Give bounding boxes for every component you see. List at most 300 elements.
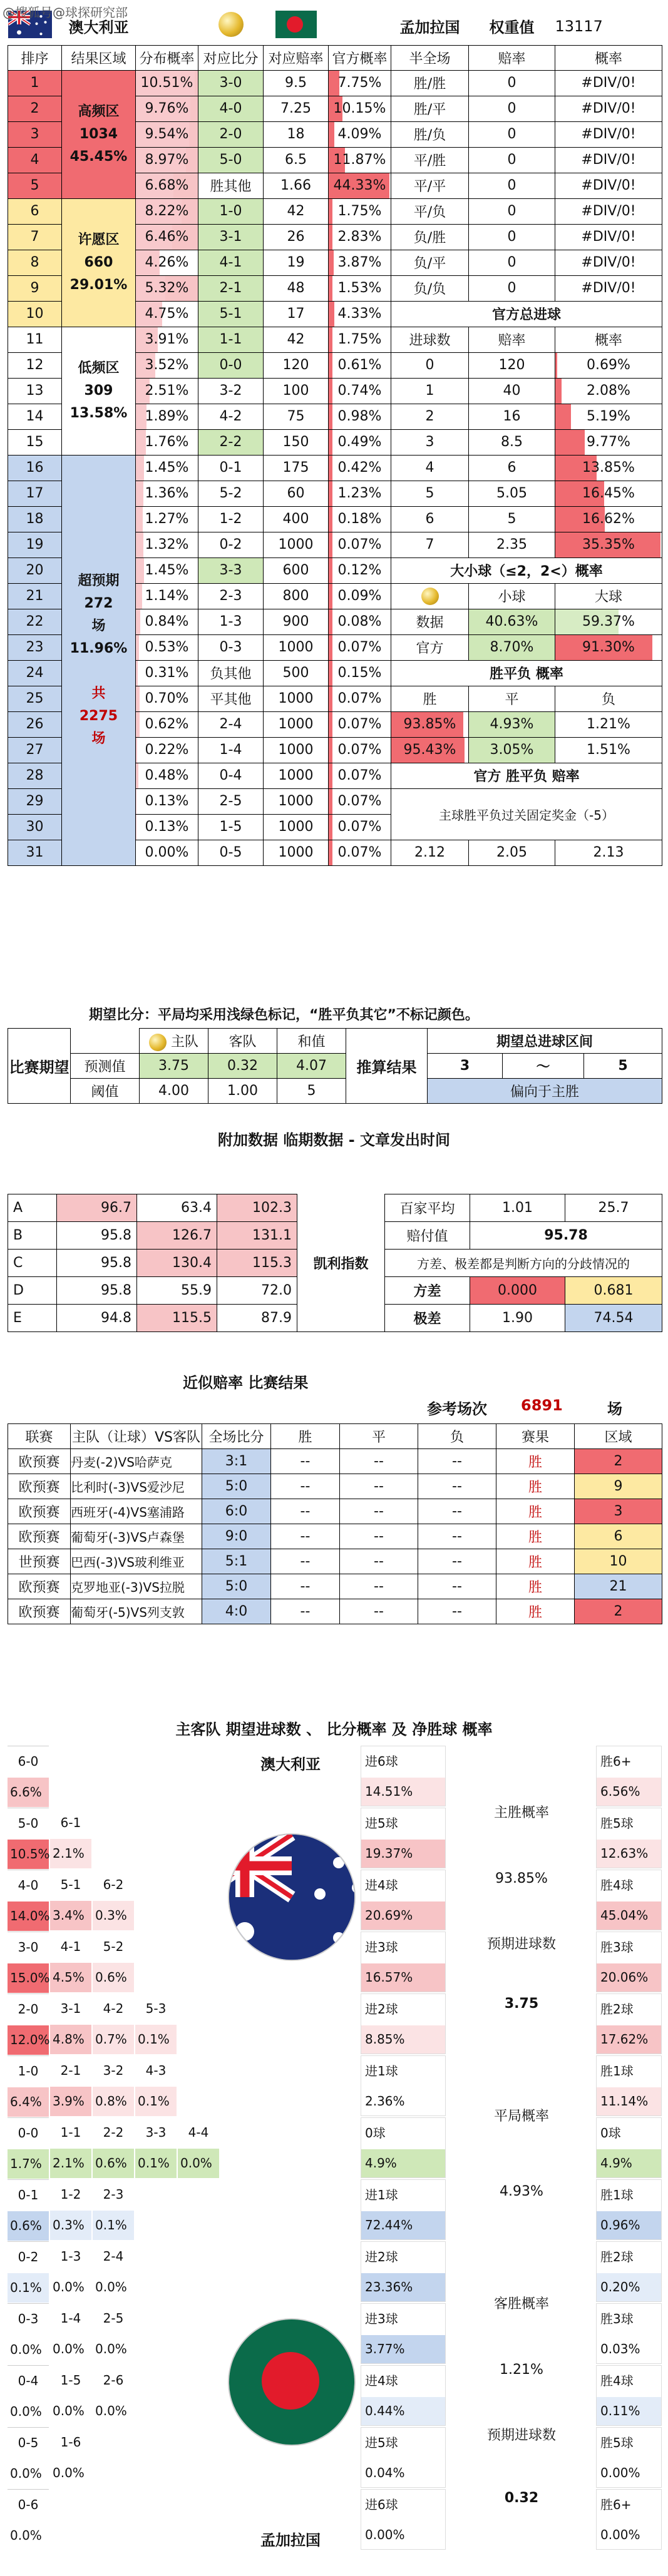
similar-row xyxy=(8,1449,662,1474)
hda-away: 1.21% xyxy=(555,711,662,737)
fulltime-score: 4:0 xyxy=(202,1599,271,1624)
odds-cell: 6.5 xyxy=(264,147,329,173)
similar-col-header: 平 xyxy=(340,1424,418,1449)
score-cell: 4-1 xyxy=(198,250,264,275)
score-prob: 0.8% xyxy=(93,2087,134,2117)
extra-key: C xyxy=(8,1250,57,1277)
score-cell xyxy=(8,2365,49,2426)
right-cell-c: #DIV/0! xyxy=(555,198,662,224)
official-prob-cell xyxy=(329,711,391,737)
prob-cell xyxy=(136,352,198,378)
win-odds: -- xyxy=(271,1549,340,1574)
goal-count-label: 0球 xyxy=(600,2125,621,2141)
draw-odds: -- xyxy=(340,1549,418,1574)
interval-low: 3 xyxy=(428,1054,503,1079)
official-prob-cell xyxy=(329,609,391,634)
score-label: 0-0 xyxy=(8,2117,49,2149)
small-prob: 40.63% xyxy=(469,609,555,634)
draw-odds: -- xyxy=(340,1474,418,1499)
score-label: 1-4 xyxy=(60,2311,81,2326)
score-label: 4-4 xyxy=(188,2125,209,2140)
center-info-text: 预期进球数 xyxy=(486,1937,556,1952)
score-label: 2-5 xyxy=(103,2311,124,2326)
zone-line: 29.01% xyxy=(69,277,128,293)
loss-odds: -- xyxy=(418,1549,496,1574)
interval-label: 期望总进球区间 xyxy=(428,1029,662,1054)
column-header: 排序 xyxy=(8,45,62,70)
prob-cell xyxy=(136,378,198,404)
right-cell-c: #DIV/0! xyxy=(555,70,662,96)
rank-cell: 4 xyxy=(8,147,62,173)
official-prob-cell xyxy=(329,224,391,250)
similar-col-header: 全场比分 xyxy=(202,1424,271,1449)
score-label: 4-0 xyxy=(8,1870,49,1901)
variance-note: 方差、极差都是判断方向的分歧情况的 xyxy=(385,1250,662,1277)
zone-cell: 9 xyxy=(575,1474,662,1499)
rank-cell: 3 xyxy=(8,121,62,147)
main-table-wrap xyxy=(8,8,662,866)
goals-prob-value: 0.69% xyxy=(587,357,630,373)
zone-line: 2275 xyxy=(79,708,118,724)
center-info-text: 0.32 xyxy=(504,2490,539,2506)
prob-value: 1.32% xyxy=(145,536,189,552)
goals-prob xyxy=(555,378,662,404)
win-odds: -- xyxy=(271,1474,340,1499)
table-row xyxy=(8,70,662,96)
zone-cell xyxy=(62,327,136,455)
similar-row xyxy=(8,1524,662,1549)
goal-count-label: 进3球 xyxy=(365,1940,398,1955)
zone-line: 1034 xyxy=(79,126,118,142)
match-cell: 葡萄牙(-5)VS列支敦 xyxy=(71,1599,202,1624)
right-cell-b: 16 xyxy=(469,404,555,429)
score-prob: 0.0% xyxy=(8,2335,49,2365)
teams-column xyxy=(220,1746,361,2559)
goal-count-prob: 4.9% xyxy=(597,2149,661,2178)
right-cell-c: 2.13 xyxy=(555,840,662,865)
goal-count-cell xyxy=(361,1932,446,1992)
prob-value: 1.14% xyxy=(145,588,189,604)
prob-value: 0.13% xyxy=(145,793,189,809)
away-flag-small-icon xyxy=(275,11,317,38)
odds-cell: 600 xyxy=(264,557,329,583)
win-probability-column xyxy=(450,1746,593,2559)
similar-col-header: 负 xyxy=(418,1424,496,1449)
score-prob: 0.0% xyxy=(8,2521,49,2551)
small-prob: 8.70% xyxy=(469,634,555,660)
goal-count-label: 胜2球 xyxy=(600,2002,634,2017)
right-cell-a: 6 xyxy=(391,506,469,532)
score-cell: 1-1 xyxy=(198,327,264,352)
goal-count-label: 胜6+ xyxy=(600,2497,632,2512)
prob-value: 0.00% xyxy=(145,844,189,860)
official-prob-value: 1.75% xyxy=(337,331,382,347)
prob-value: 0.13% xyxy=(145,818,189,835)
rank-cell: 9 xyxy=(8,275,62,301)
prob-value: 8.97% xyxy=(145,151,189,168)
prob-value: 6.68% xyxy=(145,177,189,193)
score-cell xyxy=(93,2241,134,2302)
odds-cell: 500 xyxy=(264,660,329,686)
score-label: 0-2 xyxy=(8,2241,49,2273)
score-prob: 0.3% xyxy=(50,2211,91,2241)
odds-cell: 100 xyxy=(264,378,329,404)
odds-cell: 1000 xyxy=(264,814,329,840)
score-cell xyxy=(50,2365,91,2426)
official-prob-cell xyxy=(329,481,391,506)
score-prob: 0.0% xyxy=(50,2334,91,2365)
hda-draw: 4.93% xyxy=(469,711,555,737)
rank-cell: 6 xyxy=(8,198,62,224)
zone-cell: 3 xyxy=(575,1499,662,1524)
score-cell xyxy=(93,2117,134,2178)
extra-value: 87.9 xyxy=(217,1305,297,1332)
goal-count-prob: 0.00% xyxy=(361,2521,445,2550)
right-cell-a: 平/平 xyxy=(391,173,469,198)
zone-cell xyxy=(62,198,136,327)
score-cell: 2-4 xyxy=(198,711,264,737)
goal-count-prob: 6.56% xyxy=(597,1778,661,1806)
score-label: 2-6 xyxy=(103,2373,124,2388)
zone-line: 13.58% xyxy=(69,405,128,421)
score-prob: 0.0% xyxy=(8,2397,49,2427)
bias-text: 偏向于主胜 xyxy=(428,1079,662,1104)
score-cell xyxy=(50,2055,91,2116)
score-label: 3-0 xyxy=(8,1932,49,1963)
right-cell-c: #DIV/0! xyxy=(555,250,662,275)
goal-count-cell xyxy=(596,1808,662,1868)
match-cell: 葡萄牙(-3)VS卢森堡 xyxy=(71,1524,202,1549)
goal-count-prob: 23.36% xyxy=(361,2273,445,2302)
official-prob-cell xyxy=(329,737,391,763)
goal-count-cell xyxy=(596,1746,662,1806)
score-label: 2-0 xyxy=(8,1993,49,2025)
rank-cell: 8 xyxy=(8,250,62,275)
right-cell-c: #DIV/0! xyxy=(555,224,662,250)
official-prob-value: 0.07% xyxy=(337,793,382,809)
score-label: 1-5 xyxy=(60,2373,81,2388)
score-cell: 0-5 xyxy=(198,840,264,865)
rank-cell: 26 xyxy=(8,711,62,737)
column-header: 官方概率 xyxy=(329,45,391,70)
goal-count-cell xyxy=(361,1808,446,1868)
similar-row xyxy=(8,1499,662,1524)
prob-value: 1.36% xyxy=(145,485,189,501)
right-cell-b: 2.05 xyxy=(469,840,555,865)
score-prob: 2.1% xyxy=(50,1839,91,1869)
goal-count-prob: 0.11% xyxy=(597,2397,661,2426)
rank-cell: 13 xyxy=(8,378,62,404)
avg-value: 1.01 xyxy=(470,1194,565,1222)
score-cell: 5-1 xyxy=(198,301,264,327)
zone-line: 309 xyxy=(84,382,113,399)
thr-away: 1.00 xyxy=(208,1079,277,1104)
right-cell-b: 5 xyxy=(469,506,555,532)
loss-odds: -- xyxy=(418,1599,496,1624)
goal-count-label: 进4球 xyxy=(365,2373,398,2388)
prob-value: 1.45% xyxy=(145,459,189,476)
small-label: 小球 xyxy=(469,583,555,609)
odds-cell: 1000 xyxy=(264,840,329,865)
right-cell-c: 概率 xyxy=(555,327,662,352)
rank-cell: 7 xyxy=(8,224,62,250)
odds-cell: 18 xyxy=(264,121,329,147)
goal-count-prob: 20.69% xyxy=(361,1901,445,1930)
official-prob-cell xyxy=(329,660,391,686)
zone-cell: 2 xyxy=(575,1599,662,1624)
big-prob xyxy=(555,609,662,634)
right-cell-b: 0 xyxy=(469,173,555,198)
odds-cell: 26 xyxy=(264,224,329,250)
prob-value: 4.26% xyxy=(145,254,189,270)
bs-label: 数据 xyxy=(391,609,469,634)
score-cell xyxy=(50,2241,91,2302)
pred-home: 3.75 xyxy=(140,1054,208,1079)
score-prob: 0.3% xyxy=(93,1901,134,1931)
zone-line: 共 xyxy=(91,686,106,701)
right-cell-b: 0 xyxy=(469,224,555,250)
pred-away: 0.32 xyxy=(208,1054,277,1079)
goals-prob xyxy=(555,429,662,455)
prob-cell xyxy=(136,198,198,224)
zone-cell: 21 xyxy=(575,1574,662,1599)
var-value: 0.000 xyxy=(470,1277,565,1305)
rank-cell: 15 xyxy=(8,429,62,455)
hda-home-value: 95.43% xyxy=(403,741,456,758)
score-prob: 0.6% xyxy=(93,1963,134,1993)
score-cell: 2-0 xyxy=(198,121,264,147)
prob-cell xyxy=(136,250,198,275)
zone-line: 场 xyxy=(91,618,106,634)
prob-value: 9.54% xyxy=(145,126,189,142)
score-prob: 0.6% xyxy=(8,2211,49,2241)
pred-label: 预测值 xyxy=(71,1054,140,1079)
score-cell xyxy=(8,2179,49,2240)
prob-value: 0.62% xyxy=(145,716,189,732)
prob-cell xyxy=(136,840,198,865)
official-prob-value: 0.74% xyxy=(337,382,382,399)
extra-key: E xyxy=(8,1305,57,1332)
score-cell: 2-2 xyxy=(198,429,264,455)
right-cell-b: 120 xyxy=(469,352,555,378)
score-cell: 1-2 xyxy=(198,506,264,532)
official-prob-value: 0.07% xyxy=(337,716,382,732)
similar-table xyxy=(8,1423,662,1624)
result-cell: 胜 xyxy=(496,1499,575,1524)
league-cell: 欧预赛 xyxy=(8,1499,71,1524)
column-header: 结果区域 xyxy=(62,45,136,70)
win-odds: -- xyxy=(271,1574,340,1599)
avg-label: 百家平均 xyxy=(385,1194,470,1222)
score-prob: 4.8% xyxy=(50,2025,91,2055)
score-label: 1-0 xyxy=(8,2055,49,2087)
goal-count-label: 胜1球 xyxy=(600,2187,634,2202)
official-prob-value: 0.07% xyxy=(337,818,382,835)
right-cell-b: 0 xyxy=(469,70,555,96)
score-cell: 胜其他 xyxy=(198,173,264,198)
goals-prob-value: 16.45% xyxy=(582,485,635,501)
goal-count-cell xyxy=(596,2117,662,2178)
official-prob-value: 0.12% xyxy=(337,562,382,578)
rank-cell: 29 xyxy=(8,788,62,814)
score-label: 2-1 xyxy=(60,2063,81,2078)
odds-cell: 1000 xyxy=(264,686,329,711)
prob-value: 0.22% xyxy=(145,741,189,758)
score-prob: 0.1% xyxy=(135,2025,177,2055)
extra-row xyxy=(8,1194,662,1222)
zone-line: 超预期 xyxy=(78,573,120,589)
score-cell: 0-0 xyxy=(198,352,264,378)
hda-odds-title: 官方 胜平负 赔率 xyxy=(391,763,662,788)
extra-value: 95.8 xyxy=(57,1277,137,1305)
extra-value: 115.5 xyxy=(137,1305,217,1332)
score-cell xyxy=(50,2303,91,2364)
score-label: 6-0 xyxy=(8,1746,49,1778)
prob-cell xyxy=(136,737,198,763)
prob-value: 1.27% xyxy=(145,511,189,527)
score-prob: 6.4% xyxy=(8,2087,49,2117)
column-header: 半全场 xyxy=(391,45,469,70)
score-label: 4-2 xyxy=(103,2001,124,2016)
var-label: 方差 xyxy=(385,1277,470,1305)
loss-odds: -- xyxy=(418,1574,496,1599)
right-cell-a: 负/胜 xyxy=(391,224,469,250)
right-cell-a: 3 xyxy=(391,429,469,455)
official-prob-cell xyxy=(329,378,391,404)
rank-cell: 17 xyxy=(8,481,62,506)
goals-prob-value: 2.08% xyxy=(587,382,630,399)
extra-table xyxy=(8,1194,662,1332)
official-prob-value: 0.07% xyxy=(337,639,382,655)
score-cell xyxy=(93,2179,134,2240)
score-cell xyxy=(50,1932,91,1992)
score-label: 3-3 xyxy=(145,2125,167,2140)
goals-prob xyxy=(555,481,662,506)
zone-line: 11.96% xyxy=(69,641,128,656)
extra-value: 55.9 xyxy=(137,1277,217,1305)
score-cell xyxy=(50,1993,91,2054)
goal-count-cell xyxy=(596,2489,662,2550)
similar-row xyxy=(8,1599,662,1624)
zone-line: 高频区 xyxy=(78,103,120,120)
center-info-text: 主胜概率 xyxy=(493,1805,549,1821)
official-prob-cell xyxy=(329,173,391,198)
header-away-name: 孟加拉国 xyxy=(399,19,460,37)
score-cell: 4-0 xyxy=(198,96,264,121)
score-cell xyxy=(8,1993,49,2054)
match-cell: 克罗地亚(-3)VS拉脱 xyxy=(71,1574,202,1599)
interval-sep: ～ xyxy=(503,1054,584,1079)
official-prob-value: 0.61% xyxy=(337,357,382,373)
handicap-note: 主球胜平负过关固定奖金（-5） xyxy=(391,788,662,840)
goals-title: 主客队 期望进球数 、 比分概率 及 净胜球 概率 xyxy=(175,1721,493,1738)
rank-cell: 16 xyxy=(8,455,62,481)
zone-line: 低频区 xyxy=(78,360,120,376)
goal-count-label: 胜5球 xyxy=(600,2435,634,2450)
fulltime-score: 9:0 xyxy=(202,1524,271,1549)
official-prob-cell xyxy=(329,352,391,378)
official-prob-cell xyxy=(329,455,391,481)
score-label: 1-6 xyxy=(60,2435,81,2450)
goal-count-prob: 17.62% xyxy=(597,2025,661,2054)
prob-value: 0.70% xyxy=(145,690,189,706)
column-header: 对应赔率 xyxy=(264,45,329,70)
right-cell-a: 4 xyxy=(391,455,469,481)
score-label: 5-3 xyxy=(145,2001,167,2016)
prob-cell xyxy=(136,147,198,173)
league-cell: 欧预赛 xyxy=(8,1449,71,1474)
odds-cell: 150 xyxy=(264,429,329,455)
score-cell xyxy=(8,2241,49,2302)
score-prob: 12.0% xyxy=(8,2025,49,2055)
score-label: 2-3 xyxy=(103,2187,124,2202)
rank-cell: 2 xyxy=(8,96,62,121)
goal-count-prob: 12.63% xyxy=(597,1840,661,1868)
score-label: 3-1 xyxy=(60,2001,81,2016)
score-cell xyxy=(50,1870,91,1930)
zone-line xyxy=(62,660,135,683)
official-prob-cell xyxy=(329,121,391,147)
right-cell-a: 2 xyxy=(391,404,469,429)
pay-label: 赔付值 xyxy=(385,1222,470,1250)
right-cell-a: 负/负 xyxy=(391,275,469,301)
official-prob-cell xyxy=(329,506,391,532)
loss-odds: -- xyxy=(418,1524,496,1549)
goals-prob-value: 16.62% xyxy=(582,511,635,527)
zone-cell: 6 xyxy=(575,1524,662,1549)
goal-count-label: 进3球 xyxy=(365,2311,398,2326)
score-cell xyxy=(93,1932,134,1992)
prob-cell xyxy=(136,763,198,788)
score-cell xyxy=(178,2117,219,2178)
odds-cell: 400 xyxy=(264,506,329,532)
goals-prob-value: 9.77% xyxy=(587,434,630,450)
league-cell: 世预赛 xyxy=(8,1549,71,1574)
goal-count-cell xyxy=(596,2303,662,2364)
goal-count-prob: 45.04% xyxy=(597,1901,661,1930)
goal-count-cell xyxy=(596,2427,662,2488)
header-weight: 13117 xyxy=(555,17,603,35)
win-odds: -- xyxy=(271,1449,340,1474)
official-prob-cell xyxy=(329,686,391,711)
right-cell-a: 2.12 xyxy=(391,840,469,865)
official-prob-cell xyxy=(329,327,391,352)
result-label: 推算结果 xyxy=(346,1029,428,1104)
prob-value: 3.52% xyxy=(145,357,189,373)
right-cell-a: 平/胜 xyxy=(391,147,469,173)
prob-cell xyxy=(136,301,198,327)
odds-cell: 1.66 xyxy=(264,173,329,198)
rank-cell: 21 xyxy=(8,583,62,609)
prob-value: 0.48% xyxy=(145,767,189,783)
goal-count-cell xyxy=(361,2489,446,2550)
official-prob-cell xyxy=(329,275,391,301)
score-label: 1-1 xyxy=(60,2125,81,2140)
odds-cell: 75 xyxy=(264,404,329,429)
official-prob-cell xyxy=(329,634,391,660)
prob-cell xyxy=(136,327,198,352)
official-prob-value: 3.87% xyxy=(337,254,382,270)
draw-odds: -- xyxy=(340,1449,418,1474)
score-cell xyxy=(50,2117,91,2178)
score-prob: 0.0% xyxy=(93,2396,134,2426)
right-cell-c: #DIV/0! xyxy=(555,121,662,147)
column-header: 赔率 xyxy=(469,45,555,70)
center-info-text: 3.75 xyxy=(504,1996,539,2012)
score-cell xyxy=(8,2303,49,2364)
extra-value: 96.7 xyxy=(57,1194,137,1222)
rank-cell: 31 xyxy=(8,840,62,865)
